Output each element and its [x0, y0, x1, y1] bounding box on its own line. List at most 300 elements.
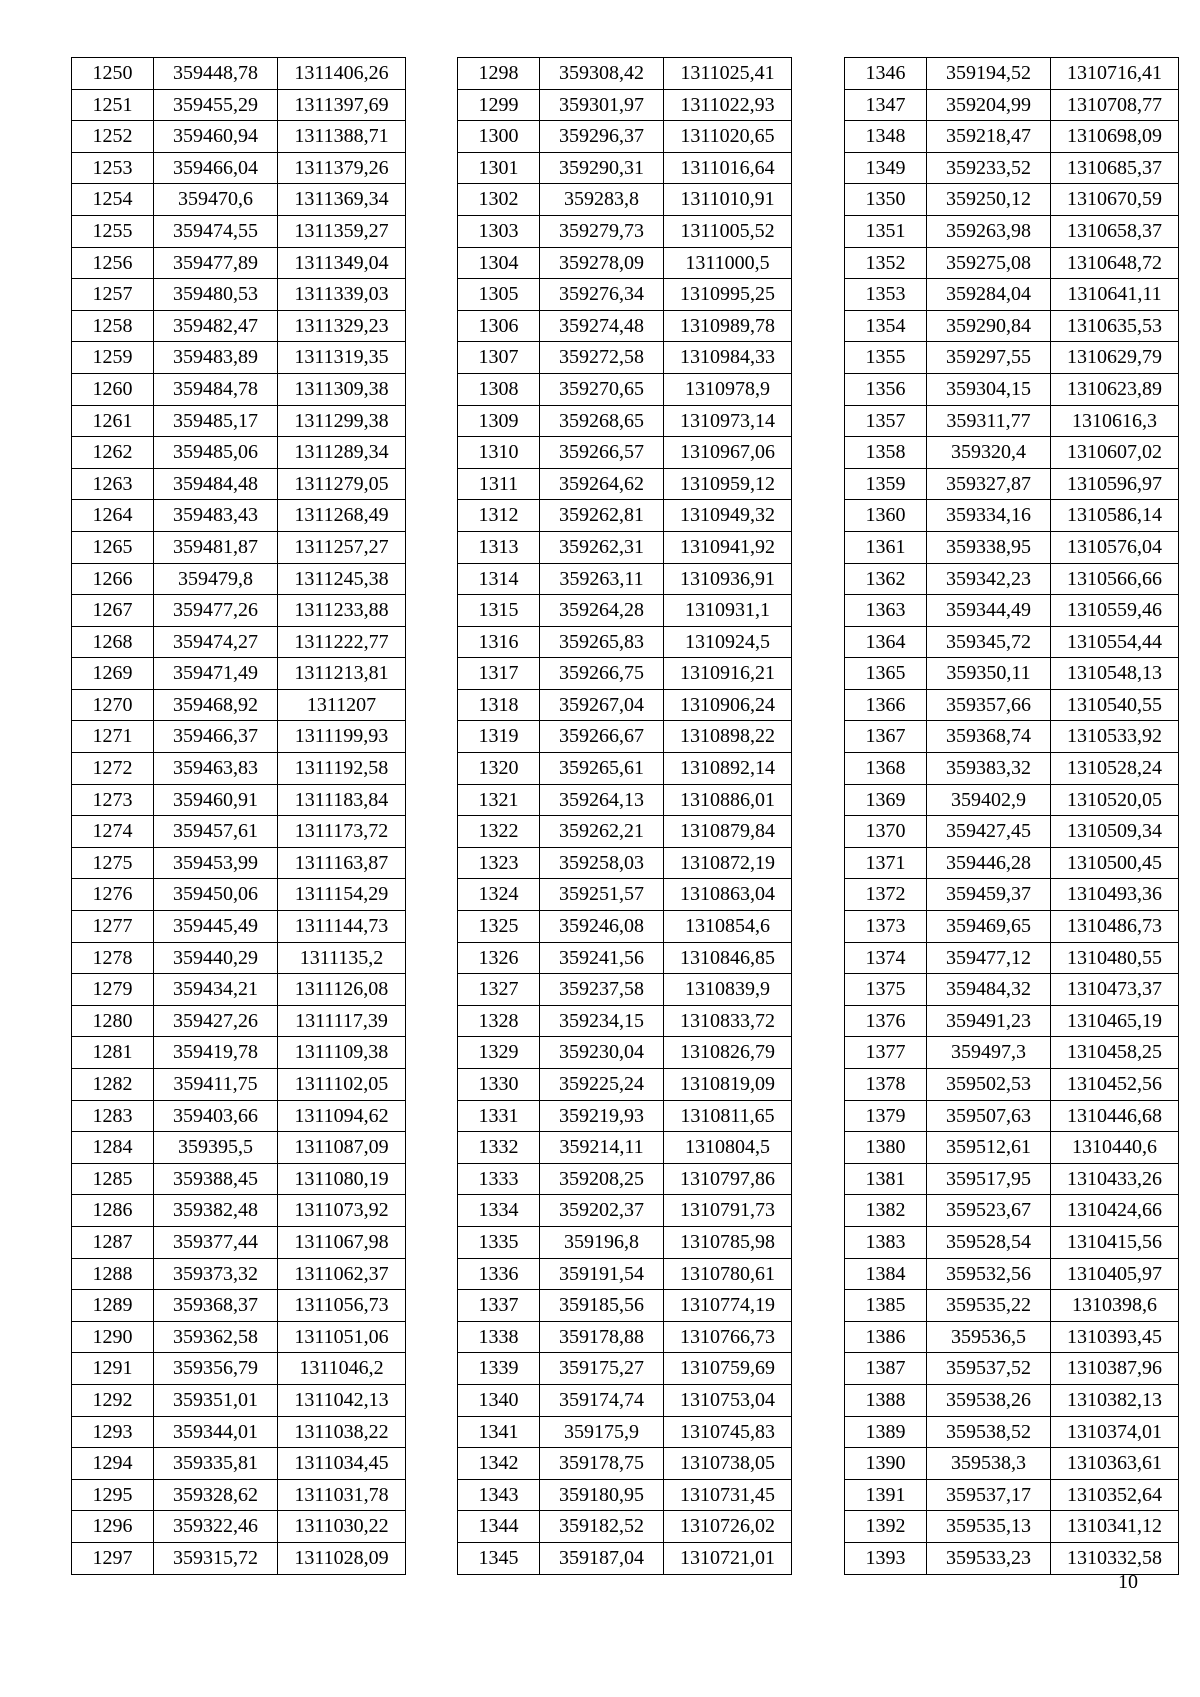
point-number-cell: 1311	[458, 468, 540, 500]
y-coordinate-cell: 1310616,3	[1051, 405, 1179, 437]
table-row	[72, 500, 406, 532]
table-row	[845, 500, 1179, 532]
point-number-cell: 1265	[72, 531, 154, 563]
point-number-cell: 1305	[458, 279, 540, 311]
x-coordinate-cell: 359296,37	[540, 121, 664, 153]
table-row	[845, 753, 1179, 785]
y-coordinate-cell: 1311135,2	[278, 942, 406, 974]
y-coordinate-cell: 1310387,96	[1051, 1353, 1179, 1385]
point-number-cell: 1361	[845, 531, 927, 563]
table-row	[72, 468, 406, 500]
table-row	[458, 1416, 792, 1448]
point-number-cell: 1304	[458, 247, 540, 279]
point-number-cell: 1258	[72, 310, 154, 342]
y-coordinate-cell: 1310493,36	[1051, 879, 1179, 911]
x-coordinate-cell: 359455,29	[154, 89, 278, 121]
table-row	[458, 437, 792, 469]
table-row	[72, 1321, 406, 1353]
y-coordinate-cell: 1310906,24	[664, 689, 792, 721]
point-number-cell: 1276	[72, 879, 154, 911]
y-coordinate-cell: 1310791,73	[664, 1195, 792, 1227]
y-coordinate-cell: 1311109,38	[278, 1037, 406, 1069]
x-coordinate-cell: 359477,26	[154, 595, 278, 627]
point-number-cell: 1296	[72, 1511, 154, 1543]
point-number-cell: 1356	[845, 373, 927, 405]
point-number-cell: 1326	[458, 942, 540, 974]
point-number-cell: 1344	[458, 1511, 540, 1543]
y-coordinate-cell: 1310648,72	[1051, 247, 1179, 279]
point-number-cell: 1348	[845, 121, 927, 153]
point-number-cell: 1302	[458, 184, 540, 216]
table-row	[72, 215, 406, 247]
y-coordinate-cell: 1311154,29	[278, 879, 406, 911]
point-number-cell: 1313	[458, 531, 540, 563]
y-coordinate-cell: 1310973,14	[664, 405, 792, 437]
point-number-cell: 1301	[458, 152, 540, 184]
table-row	[845, 468, 1179, 500]
x-coordinate-cell: 359268,65	[540, 405, 664, 437]
coordinates-table-1	[71, 57, 406, 1575]
point-number-cell: 1382	[845, 1195, 927, 1227]
y-coordinate-cell: 1311067,98	[278, 1226, 406, 1258]
table-row	[72, 1037, 406, 1069]
table-row	[845, 1163, 1179, 1195]
y-coordinate-cell: 1310716,41	[1051, 58, 1179, 90]
x-coordinate-cell: 359463,83	[154, 753, 278, 785]
table-row	[458, 626, 792, 658]
x-coordinate-cell: 359237,58	[540, 974, 664, 1006]
point-number-cell: 1308	[458, 373, 540, 405]
point-number-cell: 1360	[845, 500, 927, 532]
y-coordinate-cell: 1311028,09	[278, 1542, 406, 1574]
y-coordinate-cell: 1311010,91	[664, 184, 792, 216]
table-row	[458, 500, 792, 532]
point-number-cell: 1365	[845, 658, 927, 690]
point-number-cell: 1290	[72, 1321, 154, 1353]
table-row	[845, 247, 1179, 279]
y-coordinate-cell: 1310641,11	[1051, 279, 1179, 311]
y-coordinate-cell: 1310892,14	[664, 753, 792, 785]
x-coordinate-cell: 359264,28	[540, 595, 664, 627]
y-coordinate-cell: 1311000,5	[664, 247, 792, 279]
table-row	[72, 753, 406, 785]
x-coordinate-cell: 359538,52	[927, 1416, 1051, 1448]
x-coordinate-cell: 359174,74	[540, 1384, 664, 1416]
y-coordinate-cell: 1311406,26	[278, 58, 406, 90]
x-coordinate-cell: 359502,53	[927, 1069, 1051, 1101]
table-row	[458, 942, 792, 974]
y-coordinate-cell: 1310393,45	[1051, 1321, 1179, 1353]
y-coordinate-cell: 1310931,1	[664, 595, 792, 627]
x-coordinate-cell: 359266,67	[540, 721, 664, 753]
x-coordinate-cell: 359264,13	[540, 784, 664, 816]
x-coordinate-cell: 359214,11	[540, 1132, 664, 1164]
x-coordinate-cell: 359481,87	[154, 531, 278, 563]
y-coordinate-cell: 1311309,38	[278, 373, 406, 405]
y-coordinate-cell: 1310520,05	[1051, 784, 1179, 816]
point-number-cell: 1251	[72, 89, 154, 121]
x-coordinate-cell: 359178,75	[540, 1448, 664, 1480]
table-row	[458, 784, 792, 816]
table-row	[72, 1290, 406, 1322]
point-number-cell: 1386	[845, 1321, 927, 1353]
x-coordinate-cell: 359182,52	[540, 1511, 664, 1543]
y-coordinate-cell: 1310774,19	[664, 1290, 792, 1322]
point-number-cell: 1327	[458, 974, 540, 1006]
table-row	[458, 1163, 792, 1195]
x-coordinate-cell: 359533,23	[927, 1542, 1051, 1574]
table-row	[845, 184, 1179, 216]
point-number-cell: 1273	[72, 784, 154, 816]
y-coordinate-cell: 1311339,03	[278, 279, 406, 311]
y-coordinate-cell: 1310433,26	[1051, 1163, 1179, 1195]
table-row	[845, 121, 1179, 153]
point-number-cell: 1377	[845, 1037, 927, 1069]
x-coordinate-cell: 359290,31	[540, 152, 664, 184]
y-coordinate-cell: 1311199,93	[278, 721, 406, 753]
point-number-cell: 1282	[72, 1069, 154, 1101]
x-coordinate-cell: 359342,23	[927, 563, 1051, 595]
point-number-cell: 1387	[845, 1353, 927, 1385]
x-coordinate-cell: 359466,37	[154, 721, 278, 753]
table-row	[458, 1353, 792, 1385]
point-number-cell: 1369	[845, 784, 927, 816]
point-number-cell: 1328	[458, 1005, 540, 1037]
table-row	[845, 1353, 1179, 1385]
y-coordinate-cell: 1310446,68	[1051, 1100, 1179, 1132]
point-number-cell: 1293	[72, 1416, 154, 1448]
y-coordinate-cell: 1311192,58	[278, 753, 406, 785]
table-row	[458, 468, 792, 500]
x-coordinate-cell: 359246,08	[540, 911, 664, 943]
table-row	[72, 911, 406, 943]
y-coordinate-cell: 1311388,71	[278, 121, 406, 153]
point-number-cell: 1345	[458, 1542, 540, 1574]
point-number-cell: 1374	[845, 942, 927, 974]
table-row	[845, 1258, 1179, 1290]
table-row	[845, 1100, 1179, 1132]
x-coordinate-cell: 359345,72	[927, 626, 1051, 658]
table-row	[458, 215, 792, 247]
y-coordinate-cell: 1311126,08	[278, 974, 406, 1006]
y-coordinate-cell: 1310959,12	[664, 468, 792, 500]
point-number-cell: 1318	[458, 689, 540, 721]
y-coordinate-cell: 1310363,61	[1051, 1448, 1179, 1480]
y-coordinate-cell: 1310898,22	[664, 721, 792, 753]
table-row	[458, 1290, 792, 1322]
x-coordinate-cell: 359356,79	[154, 1353, 278, 1385]
table-row	[72, 1195, 406, 1227]
x-coordinate-cell: 359382,48	[154, 1195, 278, 1227]
x-coordinate-cell: 359497,3	[927, 1037, 1051, 1069]
x-coordinate-cell: 359483,89	[154, 342, 278, 374]
table-row	[845, 658, 1179, 690]
point-number-cell: 1260	[72, 373, 154, 405]
table-row	[845, 689, 1179, 721]
y-coordinate-cell: 1310804,5	[664, 1132, 792, 1164]
x-coordinate-cell: 359453,99	[154, 847, 278, 879]
x-coordinate-cell: 359344,01	[154, 1416, 278, 1448]
x-coordinate-cell: 359434,21	[154, 974, 278, 1006]
point-number-cell: 1267	[72, 595, 154, 627]
x-coordinate-cell: 359251,57	[540, 879, 664, 911]
point-number-cell: 1274	[72, 816, 154, 848]
table-row	[845, 942, 1179, 974]
table-row	[72, 247, 406, 279]
y-coordinate-cell: 1310586,14	[1051, 500, 1179, 532]
y-coordinate-cell: 1310839,9	[664, 974, 792, 1006]
point-number-cell: 1324	[458, 879, 540, 911]
point-number-cell: 1353	[845, 279, 927, 311]
y-coordinate-cell: 1310698,09	[1051, 121, 1179, 153]
x-coordinate-cell: 359383,32	[927, 753, 1051, 785]
y-coordinate-cell: 1310452,56	[1051, 1069, 1179, 1101]
table-row	[72, 1448, 406, 1480]
point-number-cell: 1303	[458, 215, 540, 247]
y-coordinate-cell: 1310352,64	[1051, 1479, 1179, 1511]
point-number-cell: 1329	[458, 1037, 540, 1069]
x-coordinate-cell: 359185,56	[540, 1290, 664, 1322]
point-number-cell: 1263	[72, 468, 154, 500]
table-row	[72, 1226, 406, 1258]
point-number-cell: 1286	[72, 1195, 154, 1227]
y-coordinate-cell: 1310721,01	[664, 1542, 792, 1574]
x-coordinate-cell: 359535,13	[927, 1511, 1051, 1543]
x-coordinate-cell: 359270,65	[540, 373, 664, 405]
x-coordinate-cell: 359279,73	[540, 215, 664, 247]
y-coordinate-cell: 1311038,22	[278, 1416, 406, 1448]
y-coordinate-cell: 1310780,61	[664, 1258, 792, 1290]
point-number-cell: 1379	[845, 1100, 927, 1132]
table-row	[845, 1037, 1179, 1069]
table-row	[458, 342, 792, 374]
table-row	[458, 753, 792, 785]
point-number-cell: 1284	[72, 1132, 154, 1164]
table-row	[72, 942, 406, 974]
y-coordinate-cell: 1310819,09	[664, 1069, 792, 1101]
point-number-cell: 1270	[72, 689, 154, 721]
x-coordinate-cell: 359250,12	[927, 184, 1051, 216]
point-number-cell: 1319	[458, 721, 540, 753]
table-row	[458, 1005, 792, 1037]
x-coordinate-cell: 359230,04	[540, 1037, 664, 1069]
point-number-cell: 1300	[458, 121, 540, 153]
x-coordinate-cell: 359290,84	[927, 310, 1051, 342]
table-row	[458, 595, 792, 627]
y-coordinate-cell: 1310566,66	[1051, 563, 1179, 595]
point-number-cell: 1343	[458, 1479, 540, 1511]
point-number-cell: 1337	[458, 1290, 540, 1322]
y-coordinate-cell: 1310596,97	[1051, 468, 1179, 500]
point-number-cell: 1388	[845, 1384, 927, 1416]
y-coordinate-cell: 1310509,34	[1051, 816, 1179, 848]
x-coordinate-cell: 359474,27	[154, 626, 278, 658]
table-row	[845, 911, 1179, 943]
y-coordinate-cell: 1310879,84	[664, 816, 792, 848]
point-number-cell: 1389	[845, 1416, 927, 1448]
table-row	[458, 310, 792, 342]
x-coordinate-cell: 359491,23	[927, 1005, 1051, 1037]
table-row	[72, 1005, 406, 1037]
point-number-cell: 1321	[458, 784, 540, 816]
table-row	[458, 152, 792, 184]
point-number-cell: 1306	[458, 310, 540, 342]
y-coordinate-cell: 1311020,65	[664, 121, 792, 153]
y-coordinate-cell: 1311144,73	[278, 911, 406, 943]
x-coordinate-cell: 359471,49	[154, 658, 278, 690]
x-coordinate-cell: 359267,04	[540, 689, 664, 721]
table-row	[72, 152, 406, 184]
table-row	[845, 816, 1179, 848]
coordinates-table-2	[457, 57, 792, 1575]
x-coordinate-cell: 359264,62	[540, 468, 664, 500]
table-row	[845, 531, 1179, 563]
x-coordinate-cell: 359485,06	[154, 437, 278, 469]
table-row	[845, 1448, 1179, 1480]
table-row	[72, 58, 406, 90]
point-number-cell: 1320	[458, 753, 540, 785]
table-row	[458, 721, 792, 753]
x-coordinate-cell: 359466,04	[154, 152, 278, 184]
point-number-cell: 1253	[72, 152, 154, 184]
y-coordinate-cell: 1310424,66	[1051, 1195, 1179, 1227]
x-coordinate-cell: 359445,49	[154, 911, 278, 943]
x-coordinate-cell: 359175,27	[540, 1353, 664, 1385]
y-coordinate-cell: 1310854,6	[664, 911, 792, 943]
x-coordinate-cell: 359204,99	[927, 89, 1051, 121]
y-coordinate-cell: 1311034,45	[278, 1448, 406, 1480]
point-number-cell: 1370	[845, 816, 927, 848]
point-number-cell: 1277	[72, 911, 154, 943]
table-row	[458, 121, 792, 153]
table-row	[845, 974, 1179, 1006]
y-coordinate-cell: 1311087,09	[278, 1132, 406, 1164]
y-coordinate-cell: 1311349,04	[278, 247, 406, 279]
x-coordinate-cell: 359263,11	[540, 563, 664, 595]
point-number-cell: 1371	[845, 847, 927, 879]
y-coordinate-cell: 1310949,32	[664, 500, 792, 532]
table-row	[72, 1479, 406, 1511]
x-coordinate-cell: 359483,43	[154, 500, 278, 532]
y-coordinate-cell: 1310528,24	[1051, 753, 1179, 785]
point-number-cell: 1334	[458, 1195, 540, 1227]
point-number-cell: 1264	[72, 500, 154, 532]
y-coordinate-cell: 1310745,83	[664, 1416, 792, 1448]
point-number-cell: 1391	[845, 1479, 927, 1511]
point-number-cell: 1255	[72, 215, 154, 247]
y-coordinate-cell: 1310989,78	[664, 310, 792, 342]
point-number-cell: 1288	[72, 1258, 154, 1290]
table-row	[458, 373, 792, 405]
table-row	[458, 563, 792, 595]
table-row	[845, 342, 1179, 374]
y-coordinate-cell: 1310440,6	[1051, 1132, 1179, 1164]
point-number-cell: 1269	[72, 658, 154, 690]
point-number-cell: 1358	[845, 437, 927, 469]
table-row	[845, 215, 1179, 247]
y-coordinate-cell: 1310415,56	[1051, 1226, 1179, 1258]
x-coordinate-cell: 359178,88	[540, 1321, 664, 1353]
x-coordinate-cell: 359266,57	[540, 437, 664, 469]
point-number-cell: 1385	[845, 1290, 927, 1322]
table-row	[845, 1542, 1179, 1574]
x-coordinate-cell: 359265,61	[540, 753, 664, 785]
x-coordinate-cell: 359272,58	[540, 342, 664, 374]
table-row	[458, 816, 792, 848]
y-coordinate-cell: 1311042,13	[278, 1384, 406, 1416]
y-coordinate-cell: 1310500,45	[1051, 847, 1179, 879]
table-body	[845, 58, 1179, 1575]
y-coordinate-cell: 1311005,52	[664, 215, 792, 247]
y-coordinate-cell: 1310811,65	[664, 1100, 792, 1132]
table-row	[845, 721, 1179, 753]
point-number-cell: 1352	[845, 247, 927, 279]
y-coordinate-cell: 1310863,04	[664, 879, 792, 911]
y-coordinate-cell: 1310984,33	[664, 342, 792, 374]
x-coordinate-cell: 359275,08	[927, 247, 1051, 279]
point-number-cell: 1280	[72, 1005, 154, 1037]
y-coordinate-cell: 1311268,49	[278, 500, 406, 532]
point-number-cell: 1266	[72, 563, 154, 595]
table-row	[458, 974, 792, 1006]
y-coordinate-cell: 1311073,92	[278, 1195, 406, 1227]
y-coordinate-cell: 1310398,6	[1051, 1290, 1179, 1322]
x-coordinate-cell: 359512,61	[927, 1132, 1051, 1164]
coordinates-table-3	[844, 57, 1179, 1575]
y-coordinate-cell: 1311279,05	[278, 468, 406, 500]
point-number-cell: 1350	[845, 184, 927, 216]
y-coordinate-cell: 1311207	[278, 689, 406, 721]
y-coordinate-cell: 1310766,73	[664, 1321, 792, 1353]
x-coordinate-cell: 359357,66	[927, 689, 1051, 721]
table-row	[845, 58, 1179, 90]
y-coordinate-cell: 1311213,81	[278, 658, 406, 690]
point-number-cell: 1256	[72, 247, 154, 279]
table-row	[72, 373, 406, 405]
table-row	[72, 563, 406, 595]
table-row	[458, 531, 792, 563]
y-coordinate-cell: 1310886,01	[664, 784, 792, 816]
y-coordinate-cell: 1311329,23	[278, 310, 406, 342]
table-row	[72, 816, 406, 848]
point-number-cell: 1307	[458, 342, 540, 374]
table-row	[72, 1416, 406, 1448]
point-number-cell: 1354	[845, 310, 927, 342]
point-number-cell: 1357	[845, 405, 927, 437]
point-number-cell: 1333	[458, 1163, 540, 1195]
x-coordinate-cell: 359480,53	[154, 279, 278, 311]
y-coordinate-cell: 1311183,84	[278, 784, 406, 816]
y-coordinate-cell: 1311233,88	[278, 595, 406, 627]
y-coordinate-cell: 1310623,89	[1051, 373, 1179, 405]
y-coordinate-cell: 1310916,21	[664, 658, 792, 690]
table-row	[458, 847, 792, 879]
x-coordinate-cell: 359427,26	[154, 1005, 278, 1037]
point-number-cell: 1292	[72, 1384, 154, 1416]
y-coordinate-cell: 1310685,37	[1051, 152, 1179, 184]
table-row	[72, 595, 406, 627]
point-number-cell: 1342	[458, 1448, 540, 1480]
y-coordinate-cell: 1310629,79	[1051, 342, 1179, 374]
point-number-cell: 1315	[458, 595, 540, 627]
point-number-cell: 1325	[458, 911, 540, 943]
x-coordinate-cell: 359470,6	[154, 184, 278, 216]
x-coordinate-cell: 359474,55	[154, 215, 278, 247]
y-coordinate-cell: 1310382,13	[1051, 1384, 1179, 1416]
table-row	[845, 1479, 1179, 1511]
table-row	[458, 1384, 792, 1416]
table-row	[458, 658, 792, 690]
